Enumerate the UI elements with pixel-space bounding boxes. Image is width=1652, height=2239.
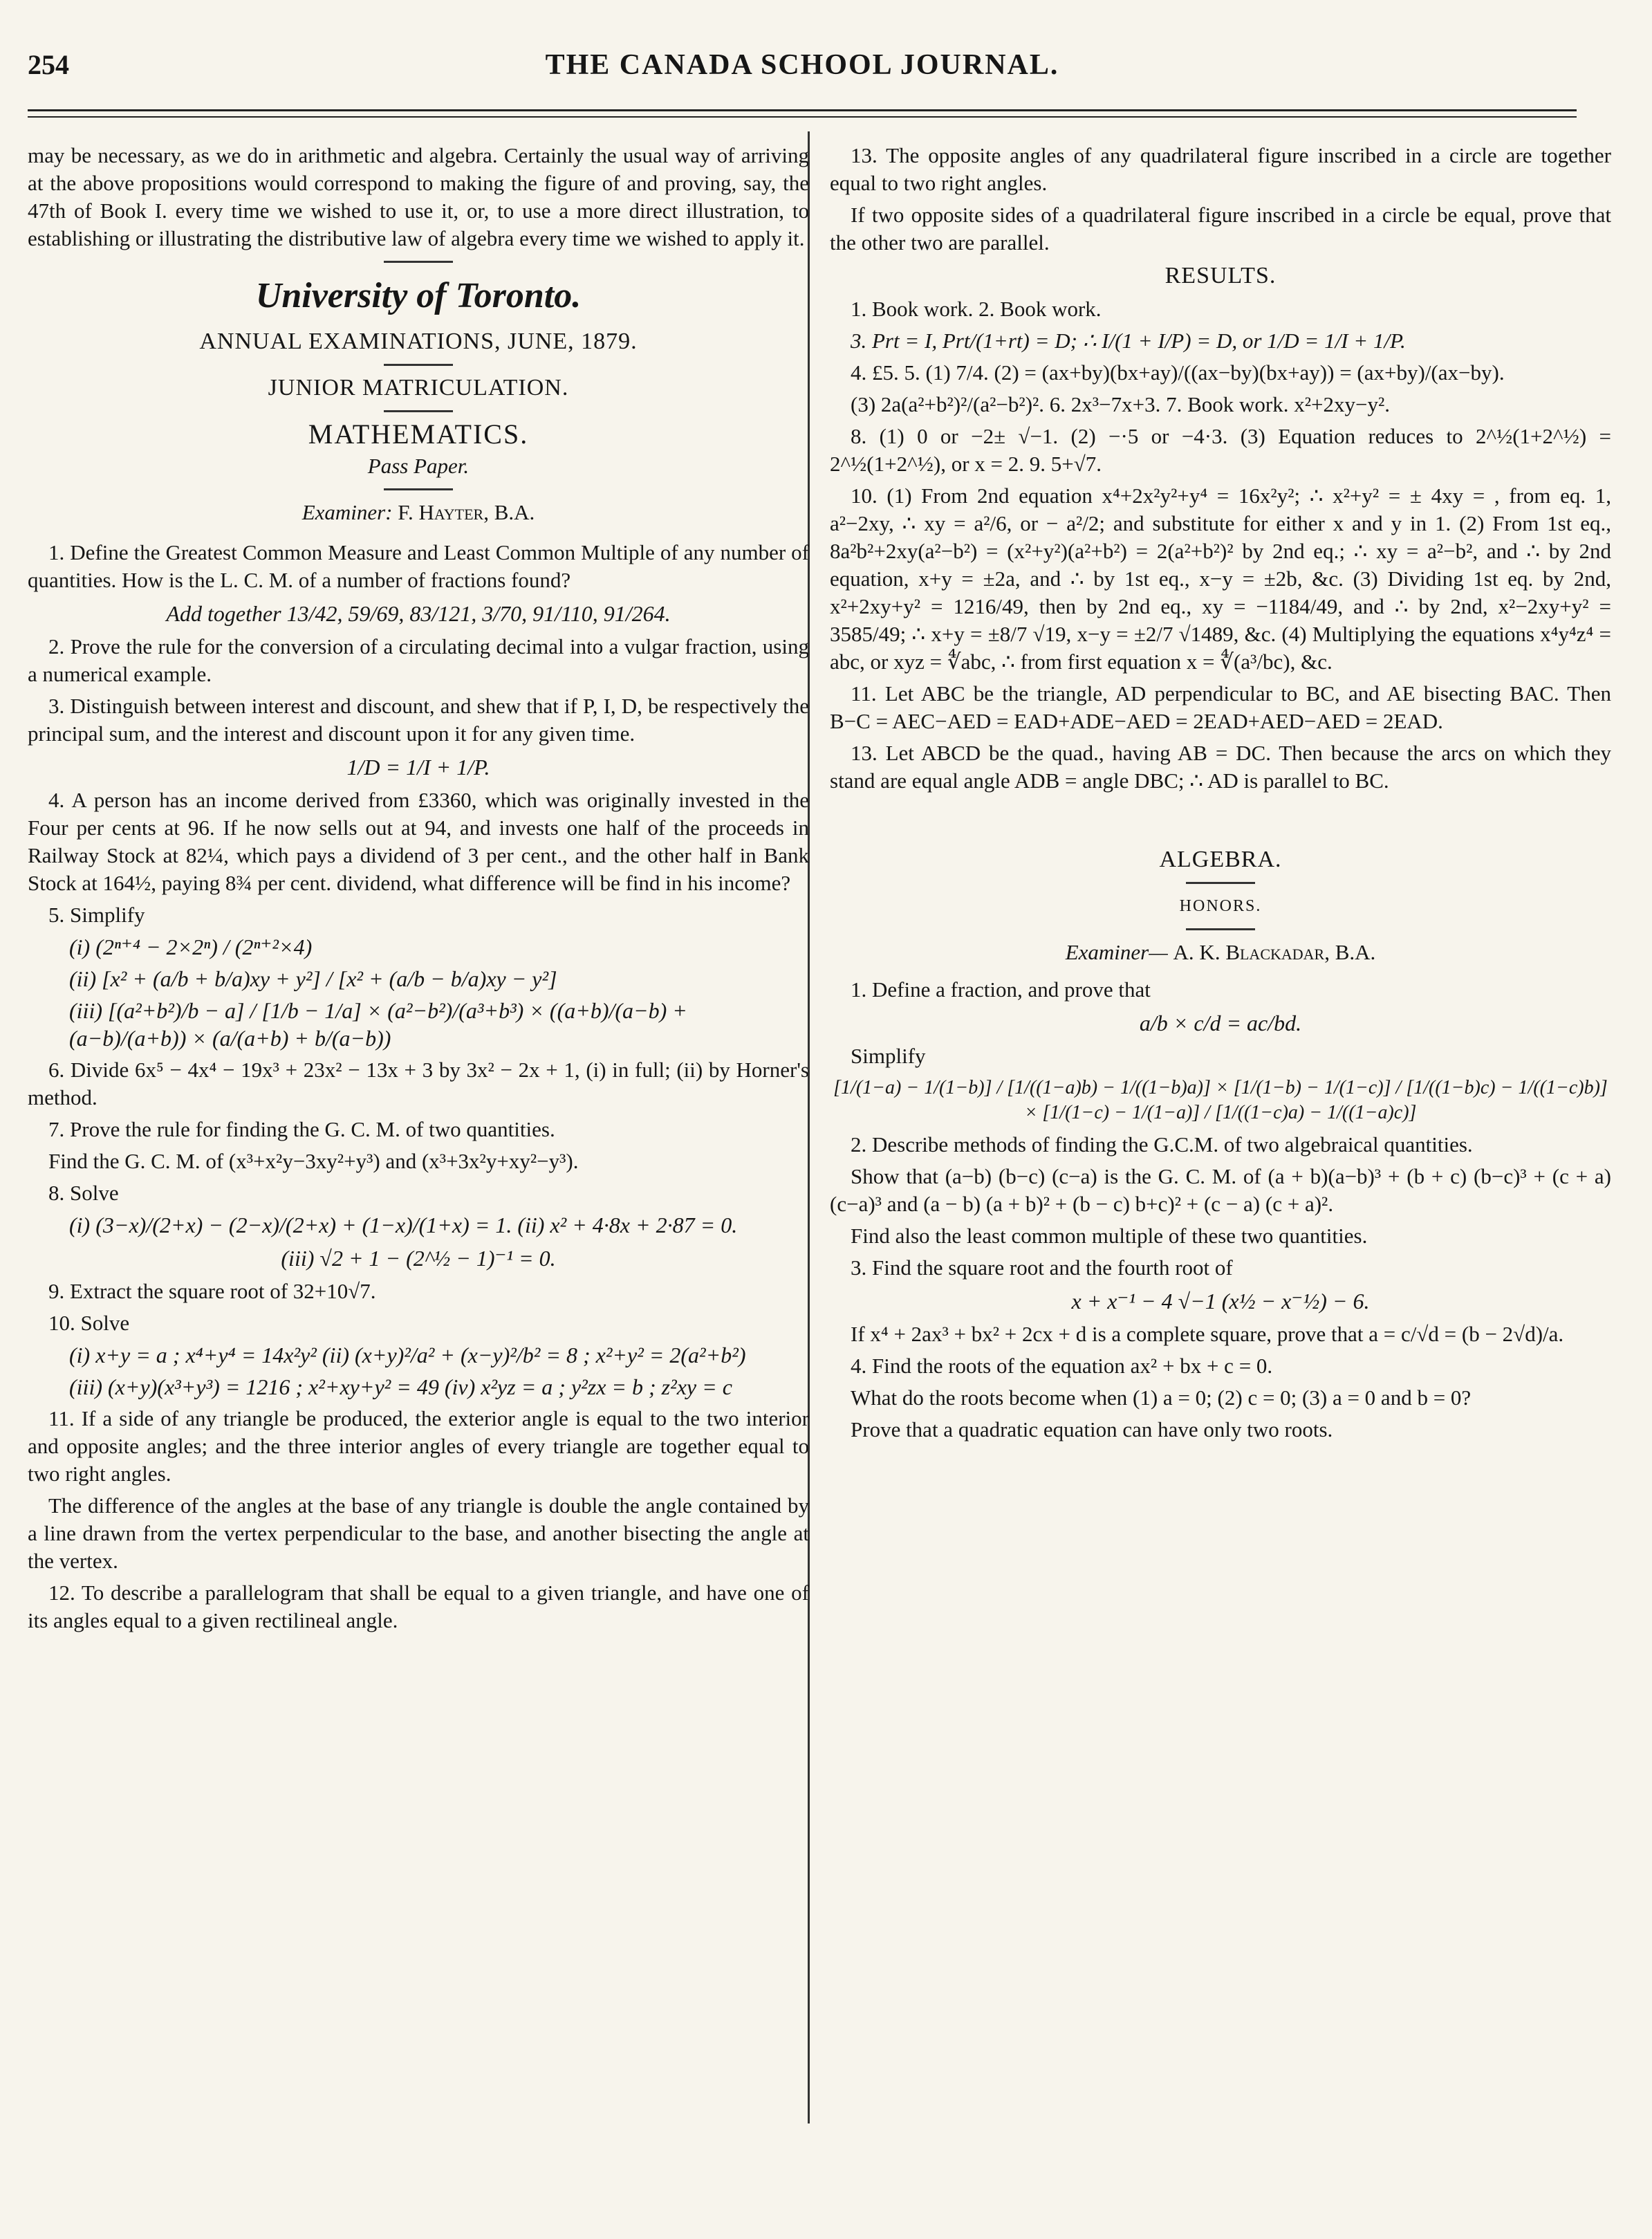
question-8-i: (i) (3−x)/(2+x) − (2−x)/(2+x) + (1−x)/(1+x) = 1. (ii) x² + 4·8x + 2·87 = 0. — [69, 1213, 738, 1237]
result-1-2: 1. Book work. 2. Book work. — [851, 297, 1102, 321]
page-number: 254 — [28, 49, 69, 80]
section-rule — [1186, 882, 1255, 884]
section-rule — [384, 488, 453, 490]
question-10-iii: (iii) (x+y)(x³+y³) = 1216 ; x²+xy+y² = 49 (iv) x²yz = a ; y²zx = b ; z²xy = c — [69, 1374, 732, 1399]
junior-matriculation: JUNIOR MATRICULATION. — [268, 375, 569, 400]
honors-heading: HONORS. — [1179, 897, 1262, 915]
question-5-ii: (ii) [x² + (a/b + b/a)xy + y²] / [x² + (a/b − b/a)xy − y²] — [69, 966, 557, 991]
intro-paragraph: may be necessary, as we do in arithmetic and algebra. Certainly the usual way of arriving at the above propositions would correspond to making the figure of and proving, say, the 47th of Book I. every time we wished to use it, or, to use a more direct illustration, to establishing or illustrating the distributive law of algebra every time we wished to apply it. — [28, 143, 809, 250]
algebra-question-2-c: Find also the least common multiple of these two quantities. — [851, 1224, 1368, 1248]
algebra-examiner-line — [830, 939, 1611, 966]
algebra-question-2: 2. Describe methods of finding the G.C.M. of two algebraical quantities. — [851, 1132, 1473, 1157]
question-1: 1. Define the Greatest Common Measure and Least Common Multiple of any number of quantities. How is the L. C. M. of a number of fractions found? — [28, 540, 809, 592]
section-rule — [384, 410, 453, 412]
question-5-iii: (iii) [(a²+b²)/b − a] / [1/b − 1/a] × (a²−b²)/(a³+b³) × ((a+b)/(a−b) + (a−b)/(a+b)) × (a/(a+b) + b/(a−b)) — [69, 998, 687, 1051]
header-rule — [28, 109, 1577, 111]
result-11: 11. Let ABC be the triangle, AD perpendicular to BC, and AE bisecting BAC. Then B−C = AEC−AED = EAD+ADE−AED = 2EAD+AED−AED = 2EAD. — [830, 681, 1611, 733]
algebra-question-3: 3. Find the square root and the fourth root of — [851, 1255, 1233, 1280]
result-3: 3. Prt = I, Prt/(1+rt) = D; ∴ I/(1 + I/P) = D, or 1/D = 1/I + 1/P. — [851, 329, 1406, 353]
question-7-b: Find the G. C. M. of (x³+x²y−3xy²+y³) and (x³+3x²y+xy²−y³). — [48, 1149, 579, 1173]
question-9: 9. Extract the square root of 32+10√7. — [48, 1279, 376, 1303]
question-10-i: (i) x+y = a ; x⁴+y⁴ = 14x²y² (ii) (x+y)²/a² + (x−y)²/b² = 8 ; x²+y² = 2(a²+b²) — [69, 1343, 746, 1367]
algebra-question-1-math: a/b × c/d = ac/bd. — [1139, 1011, 1302, 1035]
page-header — [28, 48, 1577, 97]
mathematics-heading: MATHEMATICS. — [308, 418, 529, 450]
algebra-question-2-b: Show that (a−b) (b−c) (c−a) is the G. C. M. of (a + b)(a−b)³ + (b + c) (b−c)³ + (c + a) (c−a)³ and (a − b) (a + b)² + (b − c) b+c)² + (c − a) (c + a)². — [830, 1164, 1611, 1216]
result-5-3-to-7: (3) 2a(a²+b²)²/(a²−b²)². 6. 2x³−7x+3. 7. Book work. x²+2xy−y². — [851, 392, 1391, 416]
algebra-question-4-c: Prove that a quadratic equation can have only two roots. — [851, 1417, 1333, 1441]
question-1-math: Add together 13/42, 59/69, 83/121, 3/70, 91/110, 91/264. — [166, 601, 671, 626]
simplify-label: Simplify — [851, 1044, 926, 1068]
right-column — [830, 142, 1611, 1448]
question-8: 8. Solve — [48, 1181, 119, 1205]
question-2: 2. Prove the rule for the conversion of a circulating decimal into a vulgar fraction, using a numerical example. — [28, 634, 809, 686]
algebra-examiner-label: Examiner— — [1065, 940, 1168, 964]
algebra-question-3-math: x + x⁻¹ − 4 √−1 (x½ − x⁻½) − 6. — [1071, 1289, 1370, 1314]
question-3-math: 1/D = 1/I + 1/P. — [346, 755, 490, 780]
examiner-name: F. Hayter, B.A. — [398, 500, 535, 524]
algebra-question-4: 4. Find the roots of the equation ax² + bx + c = 0. — [851, 1354, 1273, 1378]
algebra-question-1: 1. Define a fraction, and prove that — [851, 977, 1151, 1002]
question-8-iii: (iii) √2 + 1 − (2^½ − 1)⁻¹ = 0. — [281, 1246, 556, 1271]
algebra-heading: ALGEBRA. — [1159, 847, 1282, 872]
question-6: 6. Divide 6x⁵ − 4x⁴ − 19x³ + 23x² − 13x + 3 by 3x² − 2x + 1, (i) in full; (ii) by Horner's method. — [28, 1058, 809, 1109]
left-column — [28, 142, 809, 1639]
question-7: 7. Prove the rule for finding the G. C. M. of two quantities. — [48, 1117, 555, 1141]
question-4: 4. A person has an income derived from £3360, which was originally invested in the Four per cents at 96. If he now sells out at 94, and invests one half of the proceeds in Railway Stock at 82¼, which pays a dividend of 3 per cent., and the other half in Bank Stock at 164½, paying 8¾ per cent. dividend, what difference will be find in his income? — [28, 788, 809, 895]
algebra-question-1-simplify: [1/(1−a) − 1/(1−b)] / [1/((1−a)b) − 1/((1−b)a)] × [1/(1−b) − 1/(1−c)] / [1/((1−b)c) − 1/((1−c)b)] × [1/(1−c) − 1/(1−a)] / [1/((1−c)a) − 1/((1−a)c)] — [833, 1077, 1608, 1123]
question-5-i: (i) (2ⁿ⁺⁴ − 2×2ⁿ) / (2ⁿ⁺²×4) — [69, 934, 313, 959]
result-10: 10. (1) From 2nd equation x⁴+2x²y²+y⁴ = 16x²y²; ∴ x²+y² = ± 4xy = , from eq. 1, a²−2xy, ∴ xy = a²/6, or − a²/2; and substitute for either x and y in 1. (2) From 1st eq., 8a²b²+2xy(a²−b²) = (x²+y²)(a²+b²) = 2(a²+b²)² by 2nd eq.; ∴ xy = a²−b², and ∴ by 2nd equation, x+y = ±2a, and ∴ by 1st eq., x−y = ±2b, &c. (3) Dividing 1st eq. by 2nd, x²+2xy+y² = 1216/49, then by 2nd eq., xy = −1184/49, and ∴ by 2nd, x²−2xy+y² = 3585/49; ∴ x+y = ±8/7 √19, x−y = ±2/7 √1489, &c. (4) Multiplying the equations x⁴y⁴z⁴ = abc, or xyz = ∜abc, ∴ from first equation x = ∜(a³/bc), &c. — [830, 483, 1611, 674]
question-5: 5. Simplify — [48, 903, 145, 927]
running-title: THE CANADA SCHOOL JOURNAL. — [545, 49, 1059, 81]
section-rule — [384, 261, 453, 263]
section-rule — [384, 364, 453, 366]
question-13-b: If two opposite sides of a quadrilateral figure inscribed in a circle be equal, prove that the other two are parallel. — [830, 203, 1611, 255]
header-rule-thin — [28, 116, 1577, 118]
pass-paper: Pass Paper. — [367, 454, 470, 478]
algebra-examiner-name: A. K. Blackadar, B.A. — [1173, 940, 1376, 964]
university-title: University of Toronto. — [255, 276, 582, 315]
question-10: 10. Solve — [48, 1311, 130, 1335]
result-4-5: 4. £5. 5. (1) 7/4. (2) = (ax+by)(bx+ay)/((ax−by)(bx+ay)) = (ax+by)/(ax−by). — [851, 360, 1505, 385]
results-heading: RESULTS. — [1164, 263, 1277, 288]
question-3: 3. Distinguish between interest and discount, and shew that if P, I, D, be respectively the principal sum, and the interest and discount upon it for any given time. — [28, 694, 809, 746]
question-11-b: The difference of the angles at the base of any triangle is double the angle contained by a line drawn from the vertex perpendicular to the base, and another bisecting the angle at the vertex. — [28, 1493, 809, 1573]
question-12: 12. To describe a parallelogram that shall be equal to a given triangle, and have one of its angles equal to a given rectilineal angle. — [28, 1581, 809, 1632]
question-13: 13. The opposite angles of any quadrilateral figure inscribed in a circle are together equal to two right angles. — [830, 143, 1611, 195]
examiner-label: Examiner: — [301, 500, 393, 524]
algebra-question-3-b: If x⁴ + 2ax³ + bx² + 2cx + d is a complete square, prove that a = c/√d = (b − 2√d)/a. — [851, 1322, 1564, 1346]
result-13: 13. Let ABCD be the quad., having AB = DC. Then because the arcs on which they stand are equal angle ADB = angle DBC; ∴ AD is parallel to BC. — [830, 741, 1611, 793]
result-8-9: 8. (1) 0 or −2± √−1. (2) −·5 or −4·3. (3) Equation reduces to 2^½(1+2^½) = 2^½(1+2^½), or x = 2. 9. 5+√7. — [830, 424, 1611, 476]
examiner-line — [28, 499, 809, 526]
section-rule — [1186, 928, 1255, 930]
question-11: 11. If a side of any triangle be produced, the exterior angle is equal to the two interior and opposite angles; and the three interior angles of every triangle are together equal to two right angles. — [28, 1406, 809, 1486]
algebra-question-4-b: What do the roots become when (1) a = 0; (2) c = 0; (3) a = 0 and b = 0? — [851, 1385, 1472, 1410]
exam-title: ANNUAL EXAMINATIONS, JUNE, 1879. — [199, 329, 638, 354]
